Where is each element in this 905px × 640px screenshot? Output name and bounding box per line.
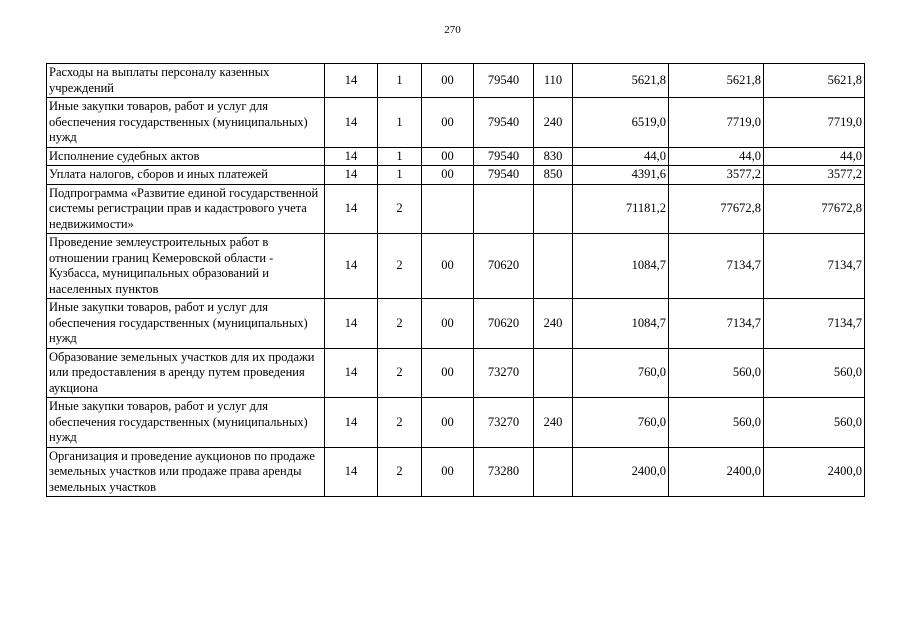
direction-code-cell: 79540 [474, 166, 534, 185]
subsection-code-cell: 2 [378, 299, 422, 349]
amount-cell-3: 5621,8 [764, 64, 865, 98]
section-code-cell: 14 [325, 166, 378, 185]
expense-type-cell: 240 [534, 98, 573, 148]
table-row [47, 166, 865, 185]
subsection-code-cell: 1 [378, 166, 422, 185]
section-code-cell: 14 [325, 299, 378, 349]
table-row [47, 299, 865, 349]
amount-cell-2: 560,0 [669, 348, 764, 398]
subsection-code-cell: 2 [378, 184, 422, 234]
program-code-cell: 00 [422, 447, 474, 497]
amount-cell-3: 560,0 [764, 348, 865, 398]
expense-type-cell [534, 348, 573, 398]
expense-type-cell: 240 [534, 299, 573, 349]
subsection-code-cell: 1 [378, 98, 422, 148]
program-code-cell [422, 184, 474, 234]
table-row [47, 64, 865, 98]
section-code-cell: 14 [325, 184, 378, 234]
amount-cell-1: 760,0 [573, 348, 669, 398]
table-body [47, 64, 865, 497]
table-row [47, 447, 865, 497]
amount-cell-3: 7719,0 [764, 98, 865, 148]
program-code-cell: 00 [422, 398, 474, 448]
expense-type-cell: 110 [534, 64, 573, 98]
direction-code-cell: 79540 [474, 64, 534, 98]
row-name-cell: Иные закупки товаров, работ и услуг для обеспечения государственных (муниципальных) нужд [47, 98, 325, 148]
amount-cell-1: 1084,7 [573, 234, 669, 299]
direction-code-cell: 70620 [474, 234, 534, 299]
row-name-cell: Подпрограмма «Развитие единой государственной системы регистрации прав и кадастрового учета недвижимости» [47, 184, 325, 234]
table-row [47, 147, 865, 166]
section-code-cell: 14 [325, 98, 378, 148]
amount-cell-1: 6519,0 [573, 98, 669, 148]
table-row [47, 98, 865, 148]
amount-cell-2: 44,0 [669, 147, 764, 166]
expense-type-cell [534, 447, 573, 497]
row-name-cell: Уплата налогов, сборов и иных платежей [47, 166, 325, 185]
subsection-code-cell: 2 [378, 447, 422, 497]
amount-cell-1: 5621,8 [573, 64, 669, 98]
subsection-code-cell: 2 [378, 348, 422, 398]
amount-cell-3: 77672,8 [764, 184, 865, 234]
expense-type-cell: 240 [534, 398, 573, 448]
amount-cell-2: 7719,0 [669, 98, 764, 148]
program-code-cell: 00 [422, 166, 474, 185]
direction-code-cell: 79540 [474, 98, 534, 148]
program-code-cell: 00 [422, 64, 474, 98]
amount-cell-1: 2400,0 [573, 447, 669, 497]
expense-type-cell [534, 184, 573, 234]
direction-code-cell: 73270 [474, 348, 534, 398]
budget-table [46, 63, 865, 497]
amount-cell-2: 3577,2 [669, 166, 764, 185]
direction-code-cell [474, 184, 534, 234]
amount-cell-1: 4391,6 [573, 166, 669, 185]
expense-type-cell [534, 234, 573, 299]
direction-code-cell: 70620 [474, 299, 534, 349]
table-row [47, 184, 865, 234]
row-name-cell: Иные закупки товаров, работ и услуг для обеспечения государственных (муниципальных) нужд [47, 398, 325, 448]
row-name-cell: Проведение землеустроительных работ в отношении границ Кемеровской области - Кузбасса, муниципальных образований и населенных пунктов [47, 234, 325, 299]
section-code-cell: 14 [325, 398, 378, 448]
amount-cell-2: 5621,8 [669, 64, 764, 98]
section-code-cell: 14 [325, 147, 378, 166]
row-name-cell: Образование земельных участков для их продажи или предоставления в аренду путем проведения аукциона [47, 348, 325, 398]
amount-cell-2: 77672,8 [669, 184, 764, 234]
amount-cell-1: 71181,2 [573, 184, 669, 234]
table-row [47, 398, 865, 448]
amount-cell-2: 7134,7 [669, 234, 764, 299]
section-code-cell: 14 [325, 64, 378, 98]
section-code-cell: 14 [325, 234, 378, 299]
amount-cell-2: 560,0 [669, 398, 764, 448]
amount-cell-3: 560,0 [764, 398, 865, 448]
expense-type-cell: 850 [534, 166, 573, 185]
amount-cell-1: 1084,7 [573, 299, 669, 349]
program-code-cell: 00 [422, 348, 474, 398]
program-code-cell: 00 [422, 234, 474, 299]
subsection-code-cell: 2 [378, 234, 422, 299]
direction-code-cell: 79540 [474, 147, 534, 166]
program-code-cell: 00 [422, 147, 474, 166]
section-code-cell: 14 [325, 447, 378, 497]
table-row [47, 234, 865, 299]
expense-type-cell: 830 [534, 147, 573, 166]
amount-cell-3: 3577,2 [764, 166, 865, 185]
row-name-cell: Организация и проведение аукционов по продаже земельных участков или продаже права аренды земельных участков [47, 447, 325, 497]
section-code-cell: 14 [325, 348, 378, 398]
amount-cell-1: 44,0 [573, 147, 669, 166]
row-name-cell: Расходы на выплаты персоналу казенных учреждений [47, 64, 325, 98]
subsection-code-cell: 1 [378, 147, 422, 166]
row-name-cell: Иные закупки товаров, работ и услуг для обеспечения государственных (муниципальных) нужд [47, 299, 325, 349]
subsection-code-cell: 1 [378, 64, 422, 98]
amount-cell-3: 7134,7 [764, 299, 865, 349]
amount-cell-3: 2400,0 [764, 447, 865, 497]
subsection-code-cell: 2 [378, 398, 422, 448]
amount-cell-2: 2400,0 [669, 447, 764, 497]
program-code-cell: 00 [422, 299, 474, 349]
amount-cell-2: 7134,7 [669, 299, 764, 349]
amount-cell-1: 760,0 [573, 398, 669, 448]
program-code-cell: 00 [422, 98, 474, 148]
direction-code-cell: 73270 [474, 398, 534, 448]
table-row [47, 348, 865, 398]
direction-code-cell: 73280 [474, 447, 534, 497]
amount-cell-3: 7134,7 [764, 234, 865, 299]
page-number: 270 [444, 24, 461, 36]
amount-cell-3: 44,0 [764, 147, 865, 166]
row-name-cell: Исполнение судебных актов [47, 147, 325, 166]
